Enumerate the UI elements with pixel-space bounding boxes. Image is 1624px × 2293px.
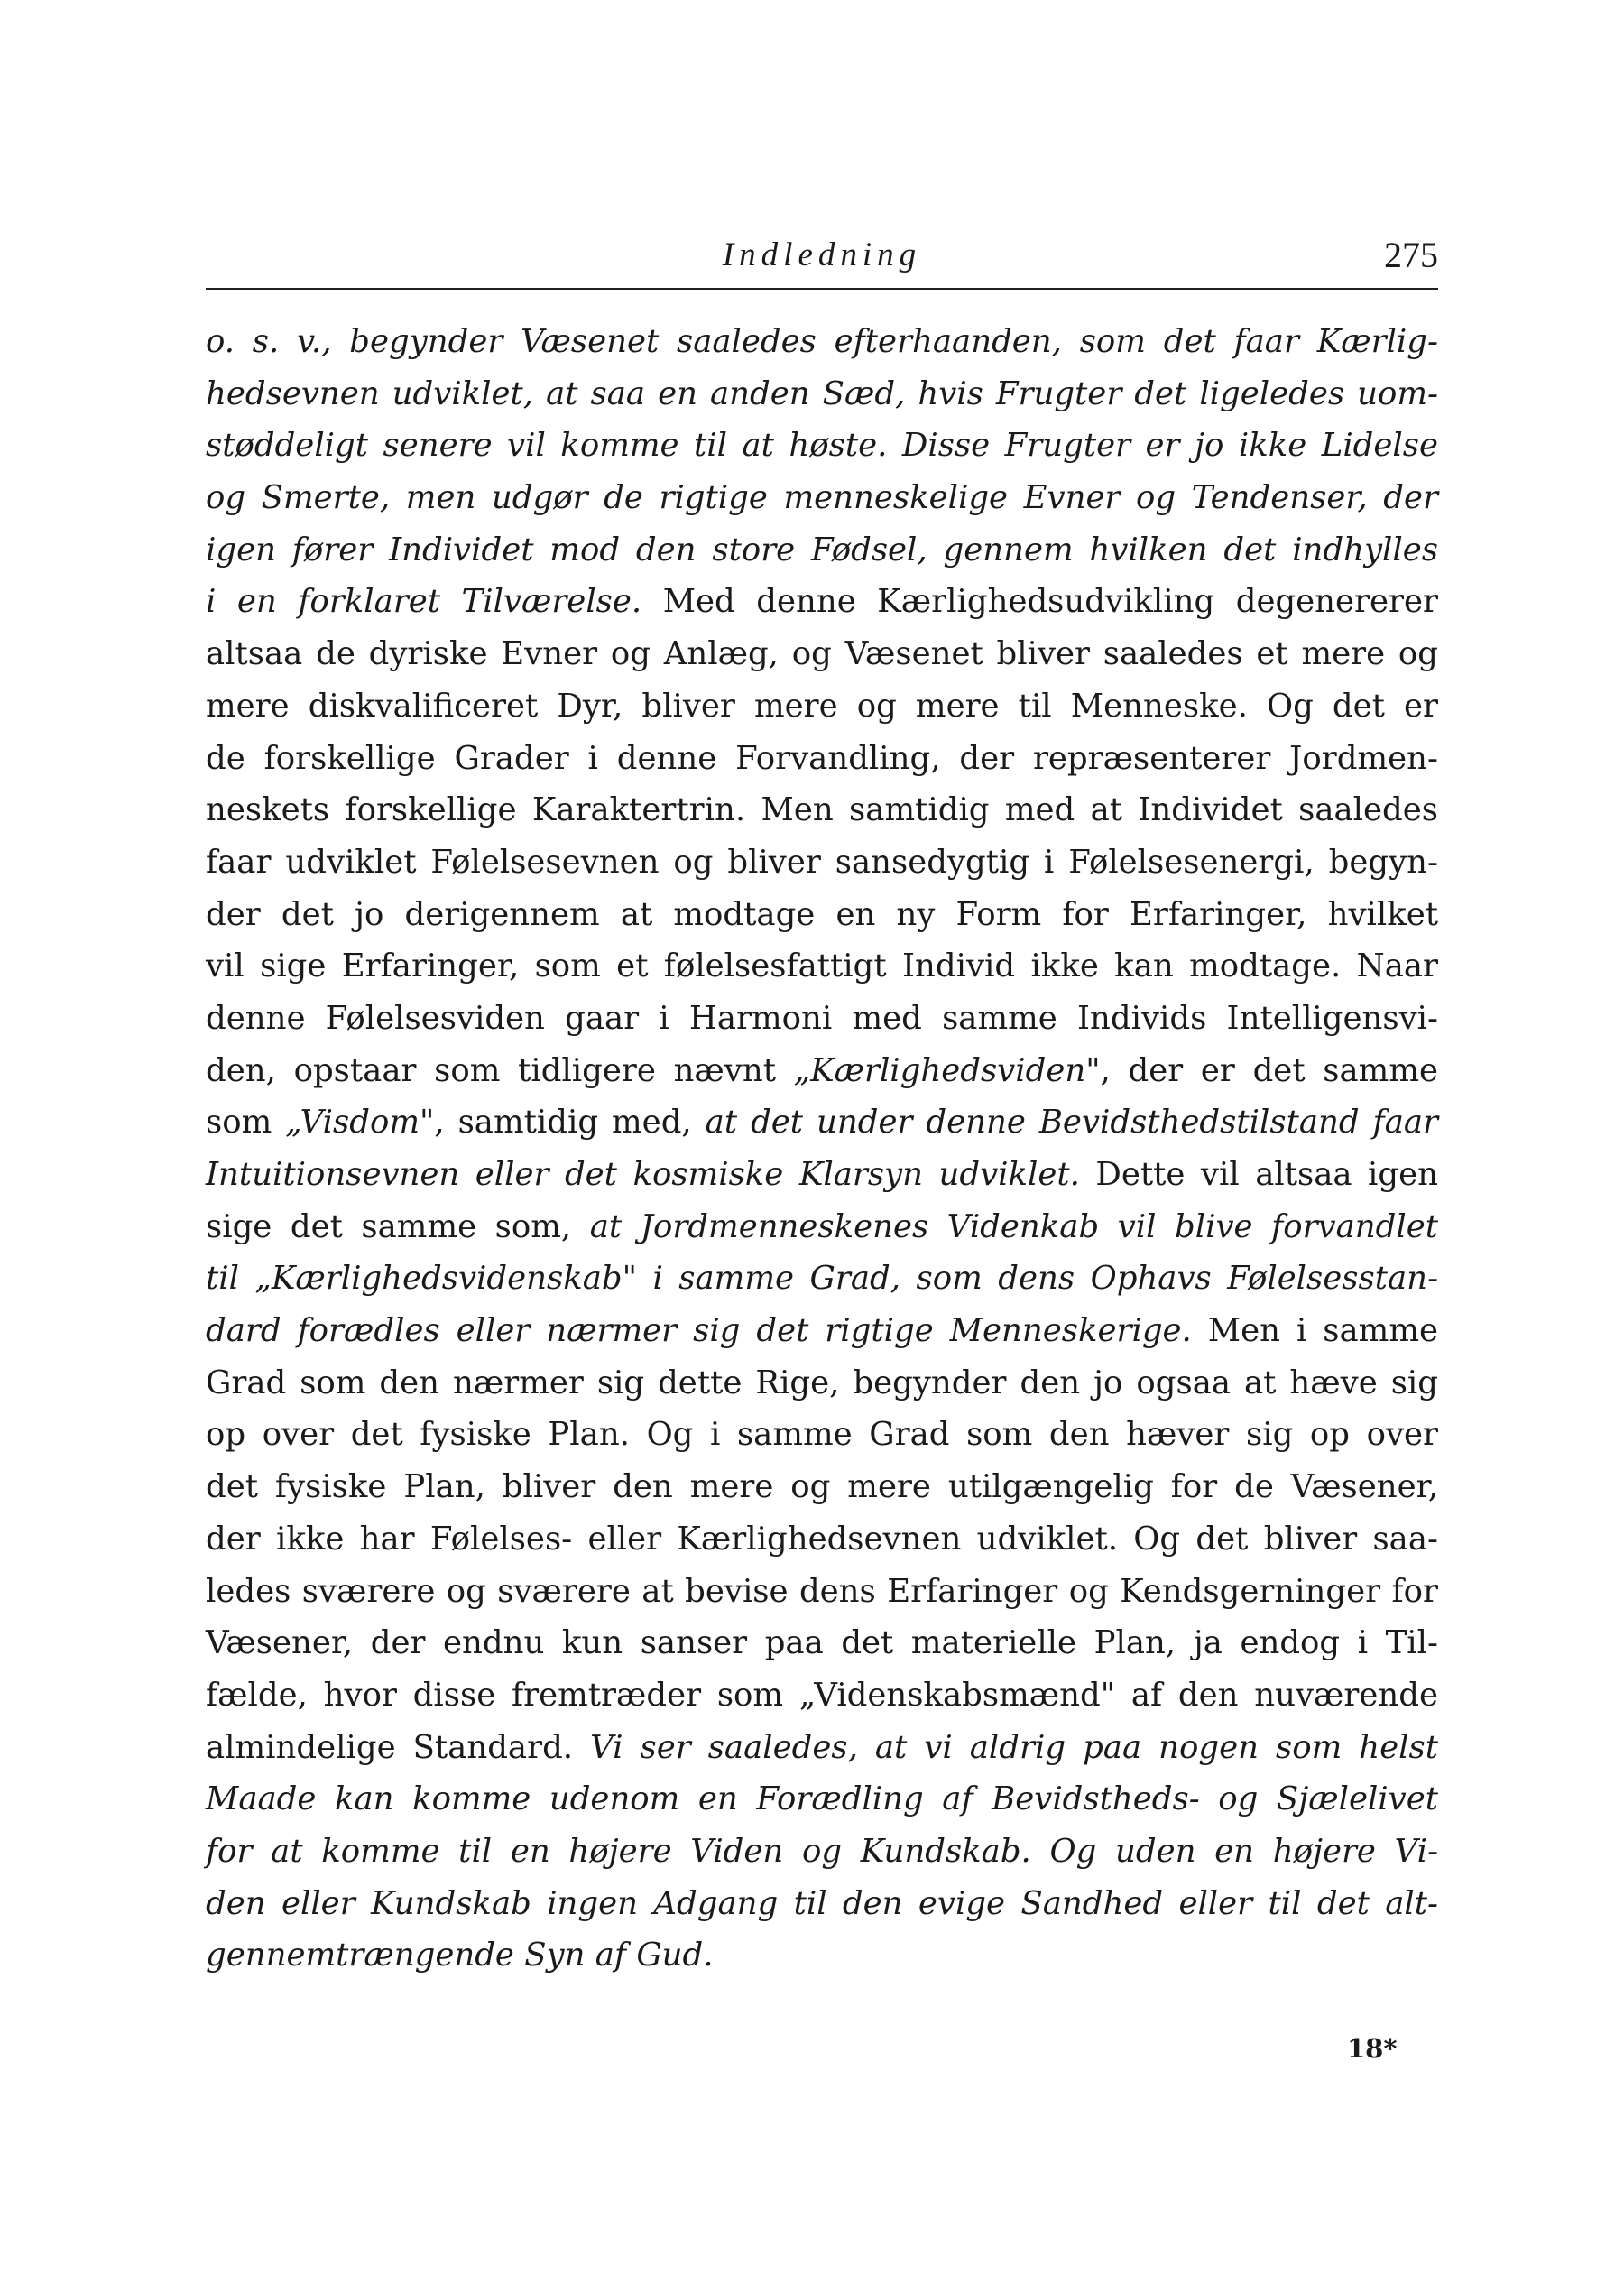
text-segment: det fysiske Plan, bliver den mere og mere utilgængelig for de Væsener, xyxy=(206,1468,1438,1506)
text-segment: neskets forskellige Karaktertrin. Men samtidig med at Individet saaledes xyxy=(206,791,1438,829)
text-segment: , der er det samme xyxy=(1100,1051,1438,1089)
text-line xyxy=(206,1201,1438,1253)
text-line xyxy=(206,837,1438,889)
text-line xyxy=(206,1357,1438,1410)
text-segment: fælde, hvor disse fremtræder som „Videnskabsmænd" af den nuværende xyxy=(206,1676,1438,1714)
text-line xyxy=(206,1826,1438,1878)
signature-mark: 18* xyxy=(1347,2033,1398,2064)
text-segment: Med denne Kærlighedsudvikling degenererer xyxy=(641,583,1438,621)
text-segment: faar udviklet Følelsesevnen og bliver sansedygtig i Følelsesenergi, begyn- xyxy=(206,843,1438,881)
text-line xyxy=(206,1929,1438,1982)
italic-text-segment: den eller Kundskab ingen Adgang til den evige Sandhed eller til det alt- xyxy=(206,1884,1438,1922)
text-segment: som xyxy=(206,1104,286,1142)
text-line xyxy=(206,524,1438,577)
text-segment: Dette vil altsaa igen xyxy=(1079,1156,1438,1193)
italic-text-segment: hedsevnen udviklet, at saa en anden Sæd, hvis Frugter det ligeledes uom- xyxy=(206,374,1438,412)
text-line xyxy=(206,628,1438,680)
text-segment: den, opstaar som tidligere nævnt xyxy=(206,1051,794,1089)
text-line xyxy=(206,1149,1438,1201)
text-segment: der det jo derigennem at modtage en ny Form for Erfaringer, hvilket xyxy=(206,895,1438,933)
text-segment: Grad som den nærmer sig dette Rige, begynder den jo ogsaa at hæve sig xyxy=(206,1364,1438,1401)
text-line xyxy=(206,576,1438,628)
italic-text-segment: i en forklaret Tilværelse. xyxy=(206,583,642,621)
text-line xyxy=(206,680,1438,733)
italic-text-segment: for at komme til en højere Viden og Kundskab. Og uden en højere Vi- xyxy=(206,1832,1438,1870)
text-segment: de forskellige Grader i denne Forvandling, der repræsenterer Jordmen- xyxy=(206,739,1438,777)
italic-text-segment: dard forædles eller nærmer sig det rigtige Menneskerige. xyxy=(206,1312,1192,1350)
text-line xyxy=(206,1513,1438,1566)
text-line xyxy=(206,1722,1438,1774)
text-line xyxy=(206,993,1438,1045)
italic-text-segment: o. s. v., begynder Væsenet saaledes efterhaanden, som det faar Kærlig- xyxy=(206,323,1438,360)
text-line xyxy=(206,784,1438,837)
italic-text-segment: Intuitionsevnen eller det kosmiske Klarsyn udviklet. xyxy=(206,1156,1080,1193)
text-segment: altsaa de dyriske Evner og Anlæg, og Væsenet bliver saaledes et mere og xyxy=(206,635,1438,673)
text-line xyxy=(206,1773,1438,1826)
body-text xyxy=(206,316,1438,1982)
italic-text-segment: til „Kærlighedsvidenskab" i samme Grad, som dens Ophavs Følelsesstan- xyxy=(206,1260,1438,1298)
text-line xyxy=(206,1305,1438,1357)
text-segment: vil sige Erfaringer, som et følelsesfattigt Individ ikke kan modtage. Naar xyxy=(206,948,1438,985)
italic-text-segment: gennemtrængende Syn af Gud. xyxy=(206,1937,714,1974)
text-line xyxy=(206,1096,1438,1149)
text-line xyxy=(206,1617,1438,1669)
text-line xyxy=(206,1878,1438,1930)
text-segment: Væsener, der endnu kun sanser paa det materielle Plan, ja endog i Til- xyxy=(206,1624,1438,1662)
text-line xyxy=(206,940,1438,993)
text-segment: mere diskvalificeret Dyr, bliver mere og mere til Menneske. Og det er xyxy=(206,687,1438,725)
text-segment: almindelige Standard. xyxy=(206,1728,591,1766)
italic-text-segment: „Kærlighedsviden" xyxy=(793,1051,1101,1089)
italic-text-segment: at Jordmenneskenes Videnkab vil blive forvandlet xyxy=(589,1207,1438,1245)
text-line xyxy=(206,889,1438,941)
italic-text-segment: og Smerte, men udgør de rigtige menneskelige Evner og Tendenser, der xyxy=(206,479,1438,517)
text-segment: denne Følelsesviden gaar i Harmoni med samme Individs Intelligensvi- xyxy=(206,999,1438,1037)
text-segment: Men i samme xyxy=(1191,1312,1439,1350)
italic-text-segment: Vi ser saaledes, at vi aldrig paa nogen som helst xyxy=(590,1728,1438,1766)
text-line xyxy=(206,420,1438,472)
text-line xyxy=(206,368,1438,421)
italic-text-segment: „Visdom" xyxy=(285,1104,435,1142)
text-line xyxy=(206,1669,1438,1722)
text-segment: ledes sværere og sværere at bevise dens Erfaringer og Kendsgerninger for xyxy=(206,1572,1438,1610)
text-line xyxy=(206,733,1438,785)
italic-text-segment: at det under denne Bevidsthedstilstand faar xyxy=(705,1104,1438,1142)
italic-text-segment: støddeligt senere vil komme til at høste. Disse Frugter er jo ikke Lidelse xyxy=(206,427,1438,465)
text-line xyxy=(206,1566,1438,1618)
text-line xyxy=(206,472,1438,524)
text-segment: der ikke har Følelses- eller Kærlighedsevnen udviklet. Og det bliver saa- xyxy=(206,1520,1438,1558)
running-title: Indledning xyxy=(722,236,922,273)
text-line xyxy=(206,1045,1438,1097)
text-segment: op over det fysiske Plan. Og i samme Grad som den hæver sig op over xyxy=(206,1416,1438,1454)
text-segment: sige det samme som, xyxy=(206,1207,590,1245)
running-header xyxy=(206,230,1438,290)
italic-text-segment: igen fører Individet mod den store Fødsel, gennem hvilken det indhylles xyxy=(206,531,1438,569)
text-segment: , samtidig med, xyxy=(434,1104,706,1142)
text-line xyxy=(206,1253,1438,1305)
text-line xyxy=(206,1461,1438,1513)
italic-text-segment: Maade kan komme udenom en Forædling af Bevidstheds- og Sjælelivet xyxy=(206,1780,1438,1818)
page-number: 275 xyxy=(1384,235,1438,275)
text-line xyxy=(206,316,1438,368)
text-line xyxy=(206,1409,1438,1461)
